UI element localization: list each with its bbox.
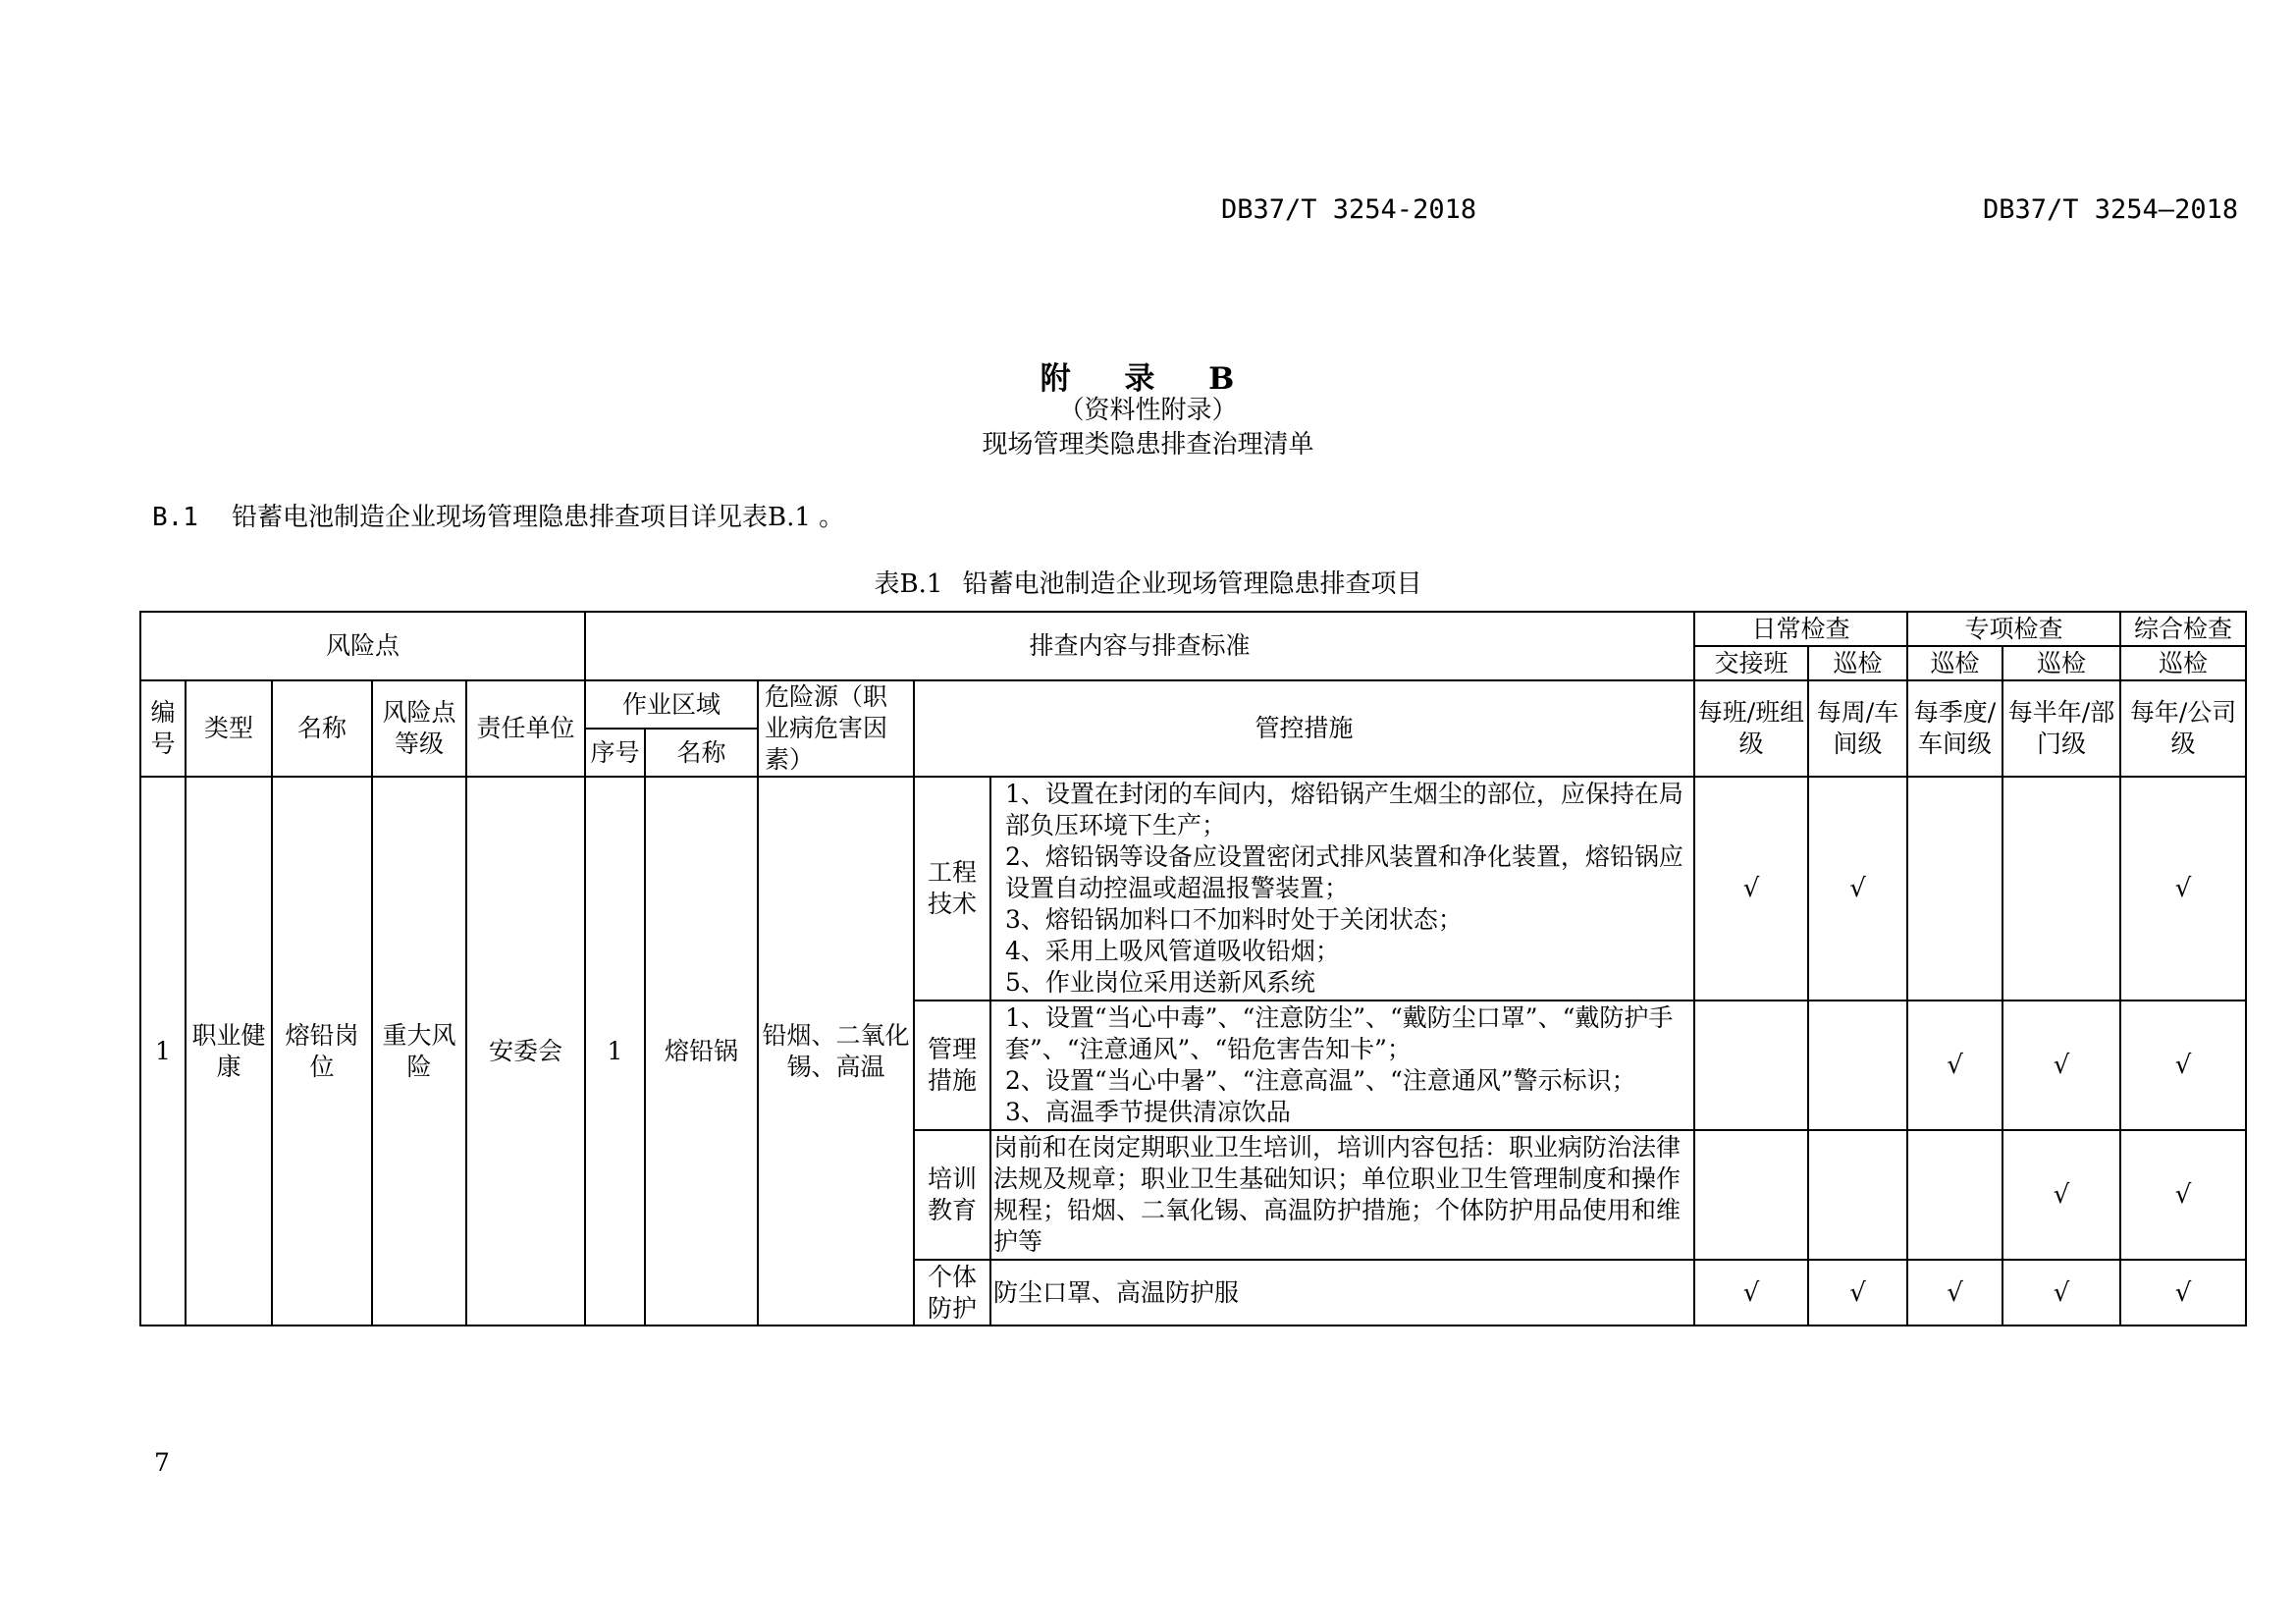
col-header-name: 名称 bbox=[272, 680, 372, 777]
check-mark: √ bbox=[1907, 1001, 2002, 1130]
col-header-freq-weekly: 每周/车间级 bbox=[1808, 680, 1907, 777]
col-header-responsible-unit: 责任单位 bbox=[466, 680, 585, 777]
row-hazard-source: 铅烟、二氧化锡、高温 bbox=[758, 777, 914, 1325]
section-text: 铅蓄电池制造企业现场管理隐患排查项目详见表B.1 。 bbox=[231, 503, 845, 532]
measure-category: 工程技术 bbox=[914, 777, 990, 1001]
check-mark bbox=[1808, 1130, 1907, 1260]
check-mark: √ bbox=[2120, 1130, 2246, 1260]
group-header-comprehensive-check: 综合检查 bbox=[2120, 612, 2246, 646]
header-standard-code-left: DB37/T 3254-2018 bbox=[1221, 194, 1477, 225]
sub-header-patrol: 巡检 bbox=[2120, 646, 2246, 680]
check-mark: √ bbox=[2120, 1260, 2246, 1325]
col-header-hazard-source: 危险源（职业病危害因素） bbox=[758, 680, 914, 777]
col-header-area-name: 名称 bbox=[645, 729, 758, 777]
check-mark bbox=[1907, 777, 2002, 1001]
header-standard-code-right: DB37/T 3254—2018 bbox=[1983, 194, 2239, 225]
group-header-inspection-content: 排查内容与排查标准 bbox=[585, 612, 1694, 680]
sub-header-patrol: 巡检 bbox=[1907, 646, 2002, 680]
check-mark bbox=[1694, 1130, 1808, 1260]
col-header-control-measures: 管控措施 bbox=[914, 680, 1694, 777]
check-mark: √ bbox=[2120, 777, 2246, 1001]
row-area-name: 熔铅锅 bbox=[645, 777, 758, 1325]
check-mark: √ bbox=[1808, 1260, 1907, 1325]
table-caption bbox=[0, 564, 2296, 600]
check-mark bbox=[1694, 1001, 1808, 1130]
section-number: B.1 bbox=[152, 503, 198, 532]
measure-category: 个体防护 bbox=[914, 1260, 990, 1325]
col-header-freq-yearly: 每年/公司级 bbox=[2120, 680, 2246, 777]
col-header-work-area: 作业区域 bbox=[585, 680, 758, 729]
appendix-title: 附 录 B bbox=[1040, 361, 1256, 397]
col-header-freq-shift: 每班/班组级 bbox=[1694, 680, 1808, 777]
check-mark bbox=[1808, 1001, 1907, 1130]
col-header-id: 编号 bbox=[140, 680, 186, 777]
sub-header-patrol: 巡检 bbox=[1808, 646, 1907, 680]
check-mark: √ bbox=[2120, 1001, 2246, 1130]
check-mark: √ bbox=[2002, 1001, 2120, 1130]
table-caption-text: 铅蓄电池制造企业现场管理隐患排查项目 bbox=[962, 569, 1422, 599]
page-number: 7 bbox=[154, 1448, 170, 1477]
measure-category: 培训教育 bbox=[914, 1130, 990, 1260]
check-mark: √ bbox=[1808, 777, 1907, 1001]
col-header-freq-quarterly: 每季度/车间级 bbox=[1907, 680, 2002, 777]
row-type: 职业健康 bbox=[186, 777, 272, 1325]
row-id: 1 bbox=[140, 777, 186, 1325]
check-mark: √ bbox=[2002, 1260, 2120, 1325]
check-mark bbox=[1907, 1130, 2002, 1260]
row-name: 熔铅岗位 bbox=[272, 777, 372, 1325]
check-mark: √ bbox=[2002, 1130, 2120, 1260]
col-header-freq-halfyear: 每半年/部门级 bbox=[2002, 680, 2120, 777]
row-responsible-unit: 安委会 bbox=[466, 777, 585, 1325]
sub-header-shift-handover: 交接班 bbox=[1694, 646, 1808, 680]
sub-header-patrol: 巡检 bbox=[2002, 646, 2120, 680]
check-mark: √ bbox=[1907, 1260, 2002, 1325]
measure-category: 管理措施 bbox=[914, 1001, 990, 1130]
col-header-type: 类型 bbox=[186, 680, 272, 777]
col-header-area-seq: 序号 bbox=[585, 729, 645, 777]
group-header-daily-check: 日常检查 bbox=[1694, 612, 1907, 646]
row-area-seq: 1 bbox=[585, 777, 645, 1325]
inspection-table bbox=[139, 611, 2247, 1326]
measure-content: 岗前和在岗定期职业卫生培训，培训内容包括：职业病防治法律法规及规章；职业卫生基础知识；单位职业卫生管理制度和操作规程；铅烟、二氧化锡、高温防护措施；个体防护用品使用和维护等 bbox=[990, 1130, 1694, 1260]
table-caption-number: 表B.1 bbox=[874, 569, 943, 599]
row-risk-level: 重大风险 bbox=[372, 777, 466, 1325]
appendix-subtitle: 现场管理类隐患排查治理清单 bbox=[982, 430, 1314, 460]
measure-content: 1、设置在封闭的车间内，熔铅锅产生烟尘的部位，应保持在局部负压环境下生产； 2、熔铅锅等设备应设置密闭式排风装置和净化装置，熔铅锅应设置自动控温或超温报警装置； 3、熔铅锅加料口不加料时处于关闭状态； 4、采用上吸风管道吸收铅烟； 5、作业岗位采用送新风系统 bbox=[990, 777, 1694, 1001]
check-mark bbox=[2002, 777, 2120, 1001]
appendix-note: （资料性附录） bbox=[1058, 396, 1238, 425]
check-mark: √ bbox=[1694, 777, 1808, 1001]
col-header-risk-level: 风险点等级 bbox=[372, 680, 466, 777]
check-mark: √ bbox=[1694, 1260, 1808, 1325]
group-header-risk-point: 风险点 bbox=[140, 612, 585, 680]
group-header-special-check: 专项检查 bbox=[1907, 612, 2120, 646]
section-paragraph bbox=[152, 497, 844, 533]
measure-content: 防尘口罩、高温防护服 bbox=[990, 1260, 1694, 1325]
measure-content: 1、设置“当心中毒”、“注意防尘”、“戴防尘口罩”、“戴防护手套”、“注意通风”、“铅危害告知卡”； 2、设置“当心中暑”、“注意高温”、“注意通风”警示标识； 3、高温季节提供清凉饮品 bbox=[990, 1001, 1694, 1130]
